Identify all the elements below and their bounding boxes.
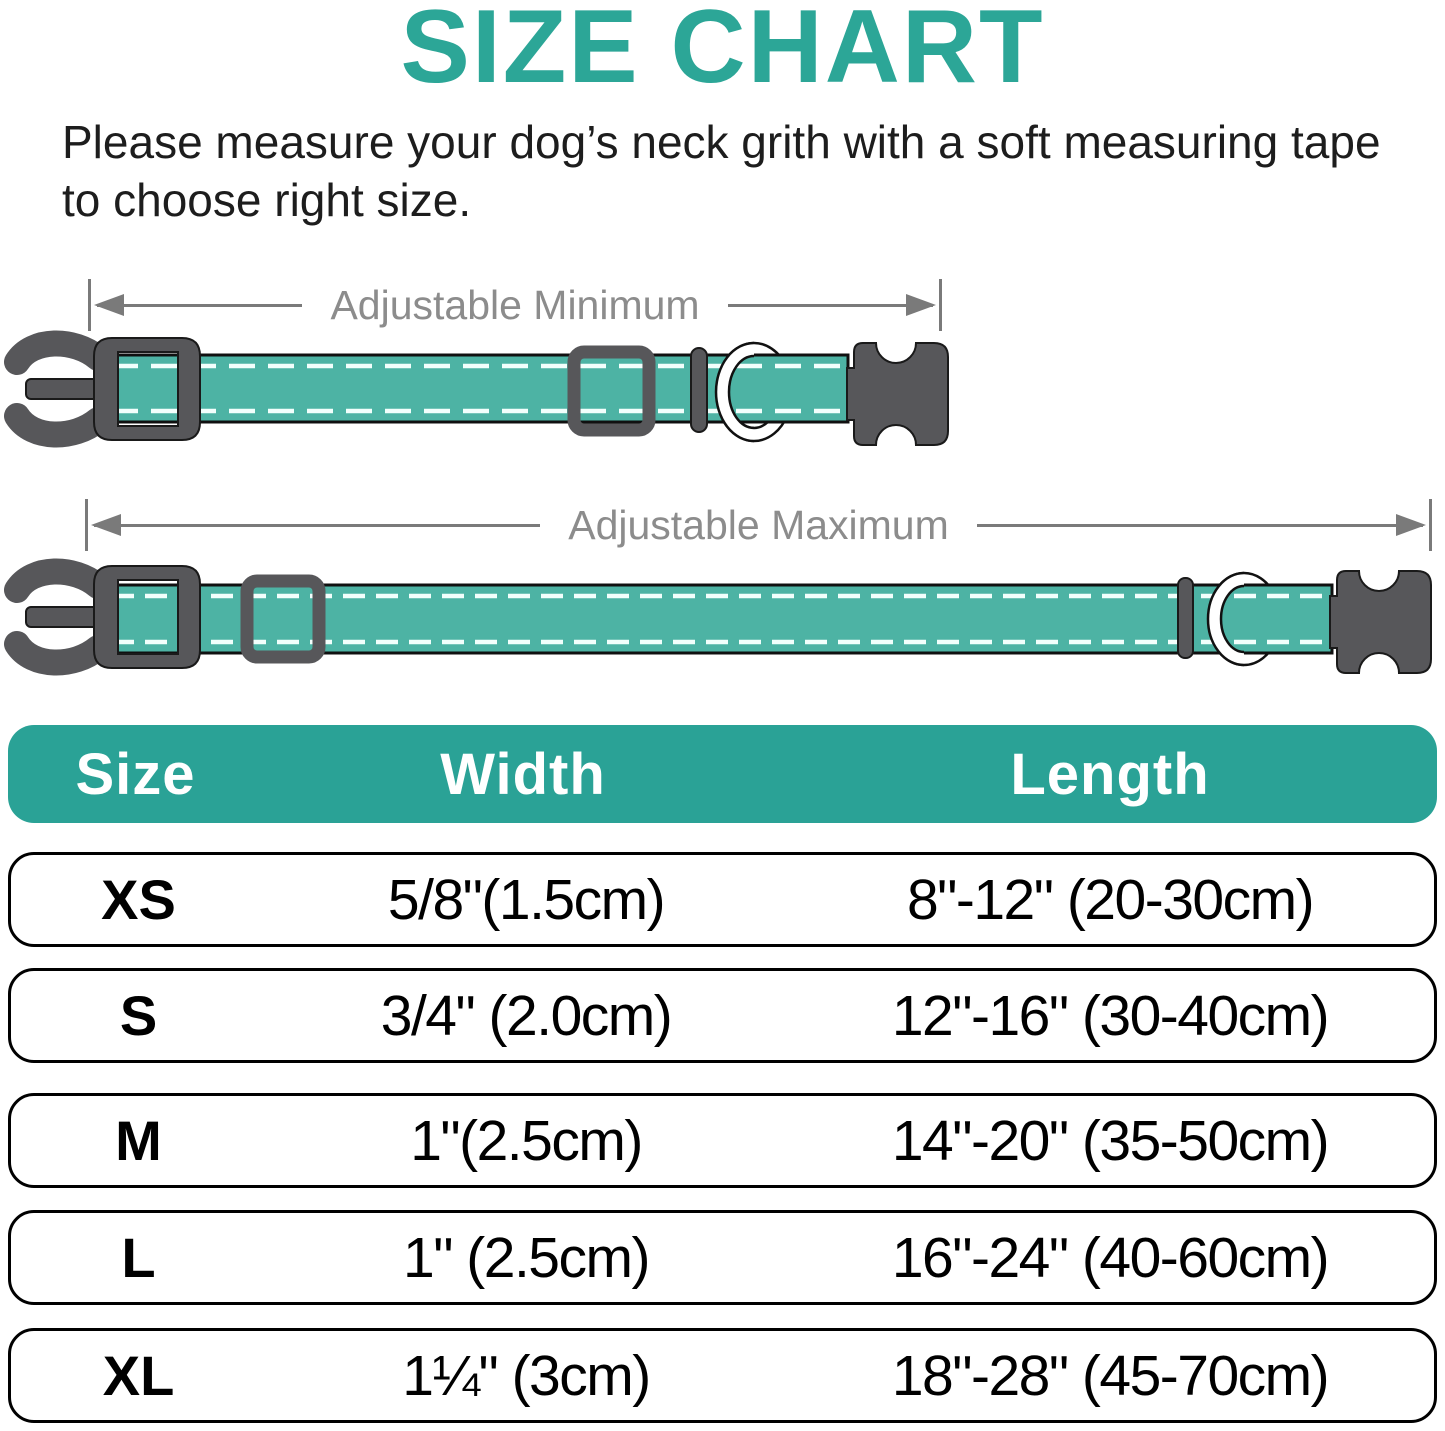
dimension-line [728,304,933,307]
dimension-line [977,524,1423,527]
intro-text: Please measure your dog’s neck grith with a soft measuring tape to choose right size. [62,116,1381,226]
dimension-tick [1429,499,1432,551]
size-value: L [121,1226,156,1289]
buckle-female-icon [1330,571,1431,673]
dimension-tick [939,279,942,331]
table-row-xs [8,852,1437,947]
adjustable-maximum-label: Adjustable Maximum [568,501,949,548]
adjustable-minimum-dimension [88,279,942,331]
length-value: 8"-12" (20-30cm) [906,867,1314,932]
dimension-line [94,524,540,527]
dimension-tick [85,499,88,551]
column-header-length: Length [1010,741,1210,807]
arrow-left-icon [94,294,124,316]
size-value: S [119,984,158,1047]
keeper-band-icon [1178,578,1193,658]
arrow-left-icon [91,514,121,536]
dimension-line [97,304,302,307]
keeper-band-icon [691,348,707,432]
arrow-right-icon [906,294,936,316]
table-row-m [8,1093,1437,1188]
adjustable-maximum-dimension [85,499,1432,551]
width-value: 3/4" (2.0cm) [380,983,672,1048]
length-value: 16"-24" (40-60cm) [891,1225,1329,1290]
size-value: XL [102,1344,175,1407]
collar-maximum-illustration [0,560,1445,692]
arrow-right-icon [1396,514,1426,536]
dimension-tick [88,279,91,331]
column-header-width: Width [440,741,606,807]
width-value: 5/8"(1.5cm) [387,867,665,932]
length-value: 18"-28" (45-70cm) [891,1343,1329,1408]
width-value: 1¼" (3cm) [402,1343,650,1408]
collar-minimum-illustration [0,332,945,464]
page-title: SIZE CHART [400,0,1045,105]
table-row-l [8,1210,1437,1305]
table-row-s [8,968,1437,1063]
table-row-xl [8,1328,1437,1423]
size-value: XS [101,868,176,931]
size-value: M [115,1109,162,1172]
column-header-size: Size [75,741,196,807]
size-table-header [8,725,1437,823]
width-value: 1"(2.5cm) [410,1108,642,1173]
length-value: 12"-16" (30-40cm) [891,983,1329,1048]
length-value: 14"-20" (35-50cm) [891,1108,1329,1173]
buckle-female-icon [847,343,948,445]
width-value: 1" (2.5cm) [403,1225,649,1290]
adjustable-minimum-label: Adjustable Minimum [330,281,700,328]
